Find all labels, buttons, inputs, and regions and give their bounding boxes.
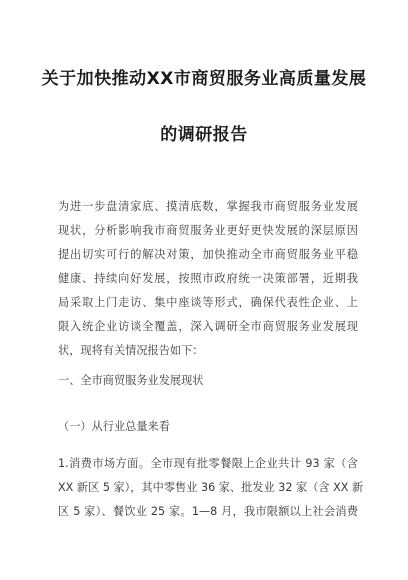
section-heading: 一、全市商贸服务业发展现状 <box>58 374 204 387</box>
body-line: XX 新区 5 家），其中零售业 36 家、批发业 32 家（含 XX 新 <box>58 481 364 494</box>
intro-line: 限入统企业访谈全覆盖，深入调研全市商贸服务业发展现 <box>58 320 358 333</box>
intro-line: 为进一步盘清家底、摸清底数，掌握我市商贸服务业发展 <box>58 200 358 213</box>
subsection-heading: （一）从行业总量来看 <box>58 420 170 433</box>
body-paragraph <box>58 452 364 524</box>
intro-line: 健康、持续向好发展，按照市政府统一决策部署，近期我 <box>58 272 358 285</box>
intro-paragraph <box>58 195 358 363</box>
document-title-line-1: 关于加快推动XX市商贸服务业高质量发展 <box>41 69 367 89</box>
intro-line: 状，现将有关情况报告如下： <box>58 344 204 357</box>
body-line: 区 5 家）、餐饮业 25 家。1—8 月，我市限额以上社会消费 <box>58 505 358 518</box>
intro-line: 现状，分析影响我市商贸服务业更好更快发展的深层原因 <box>58 224 358 237</box>
document-title-line-2: 的调研报告 <box>160 125 248 145</box>
intro-line: 提出切实可行的解决对策，加快推动全市商贸服务业平稳 <box>58 248 358 261</box>
intro-line: 局采取上门走访、集中座谈等形式，确保代表性企业、上 <box>58 296 358 309</box>
body-line: 1.消费市场方面。全市现有批零餐限上企业共计 93 家（含 <box>58 457 358 470</box>
